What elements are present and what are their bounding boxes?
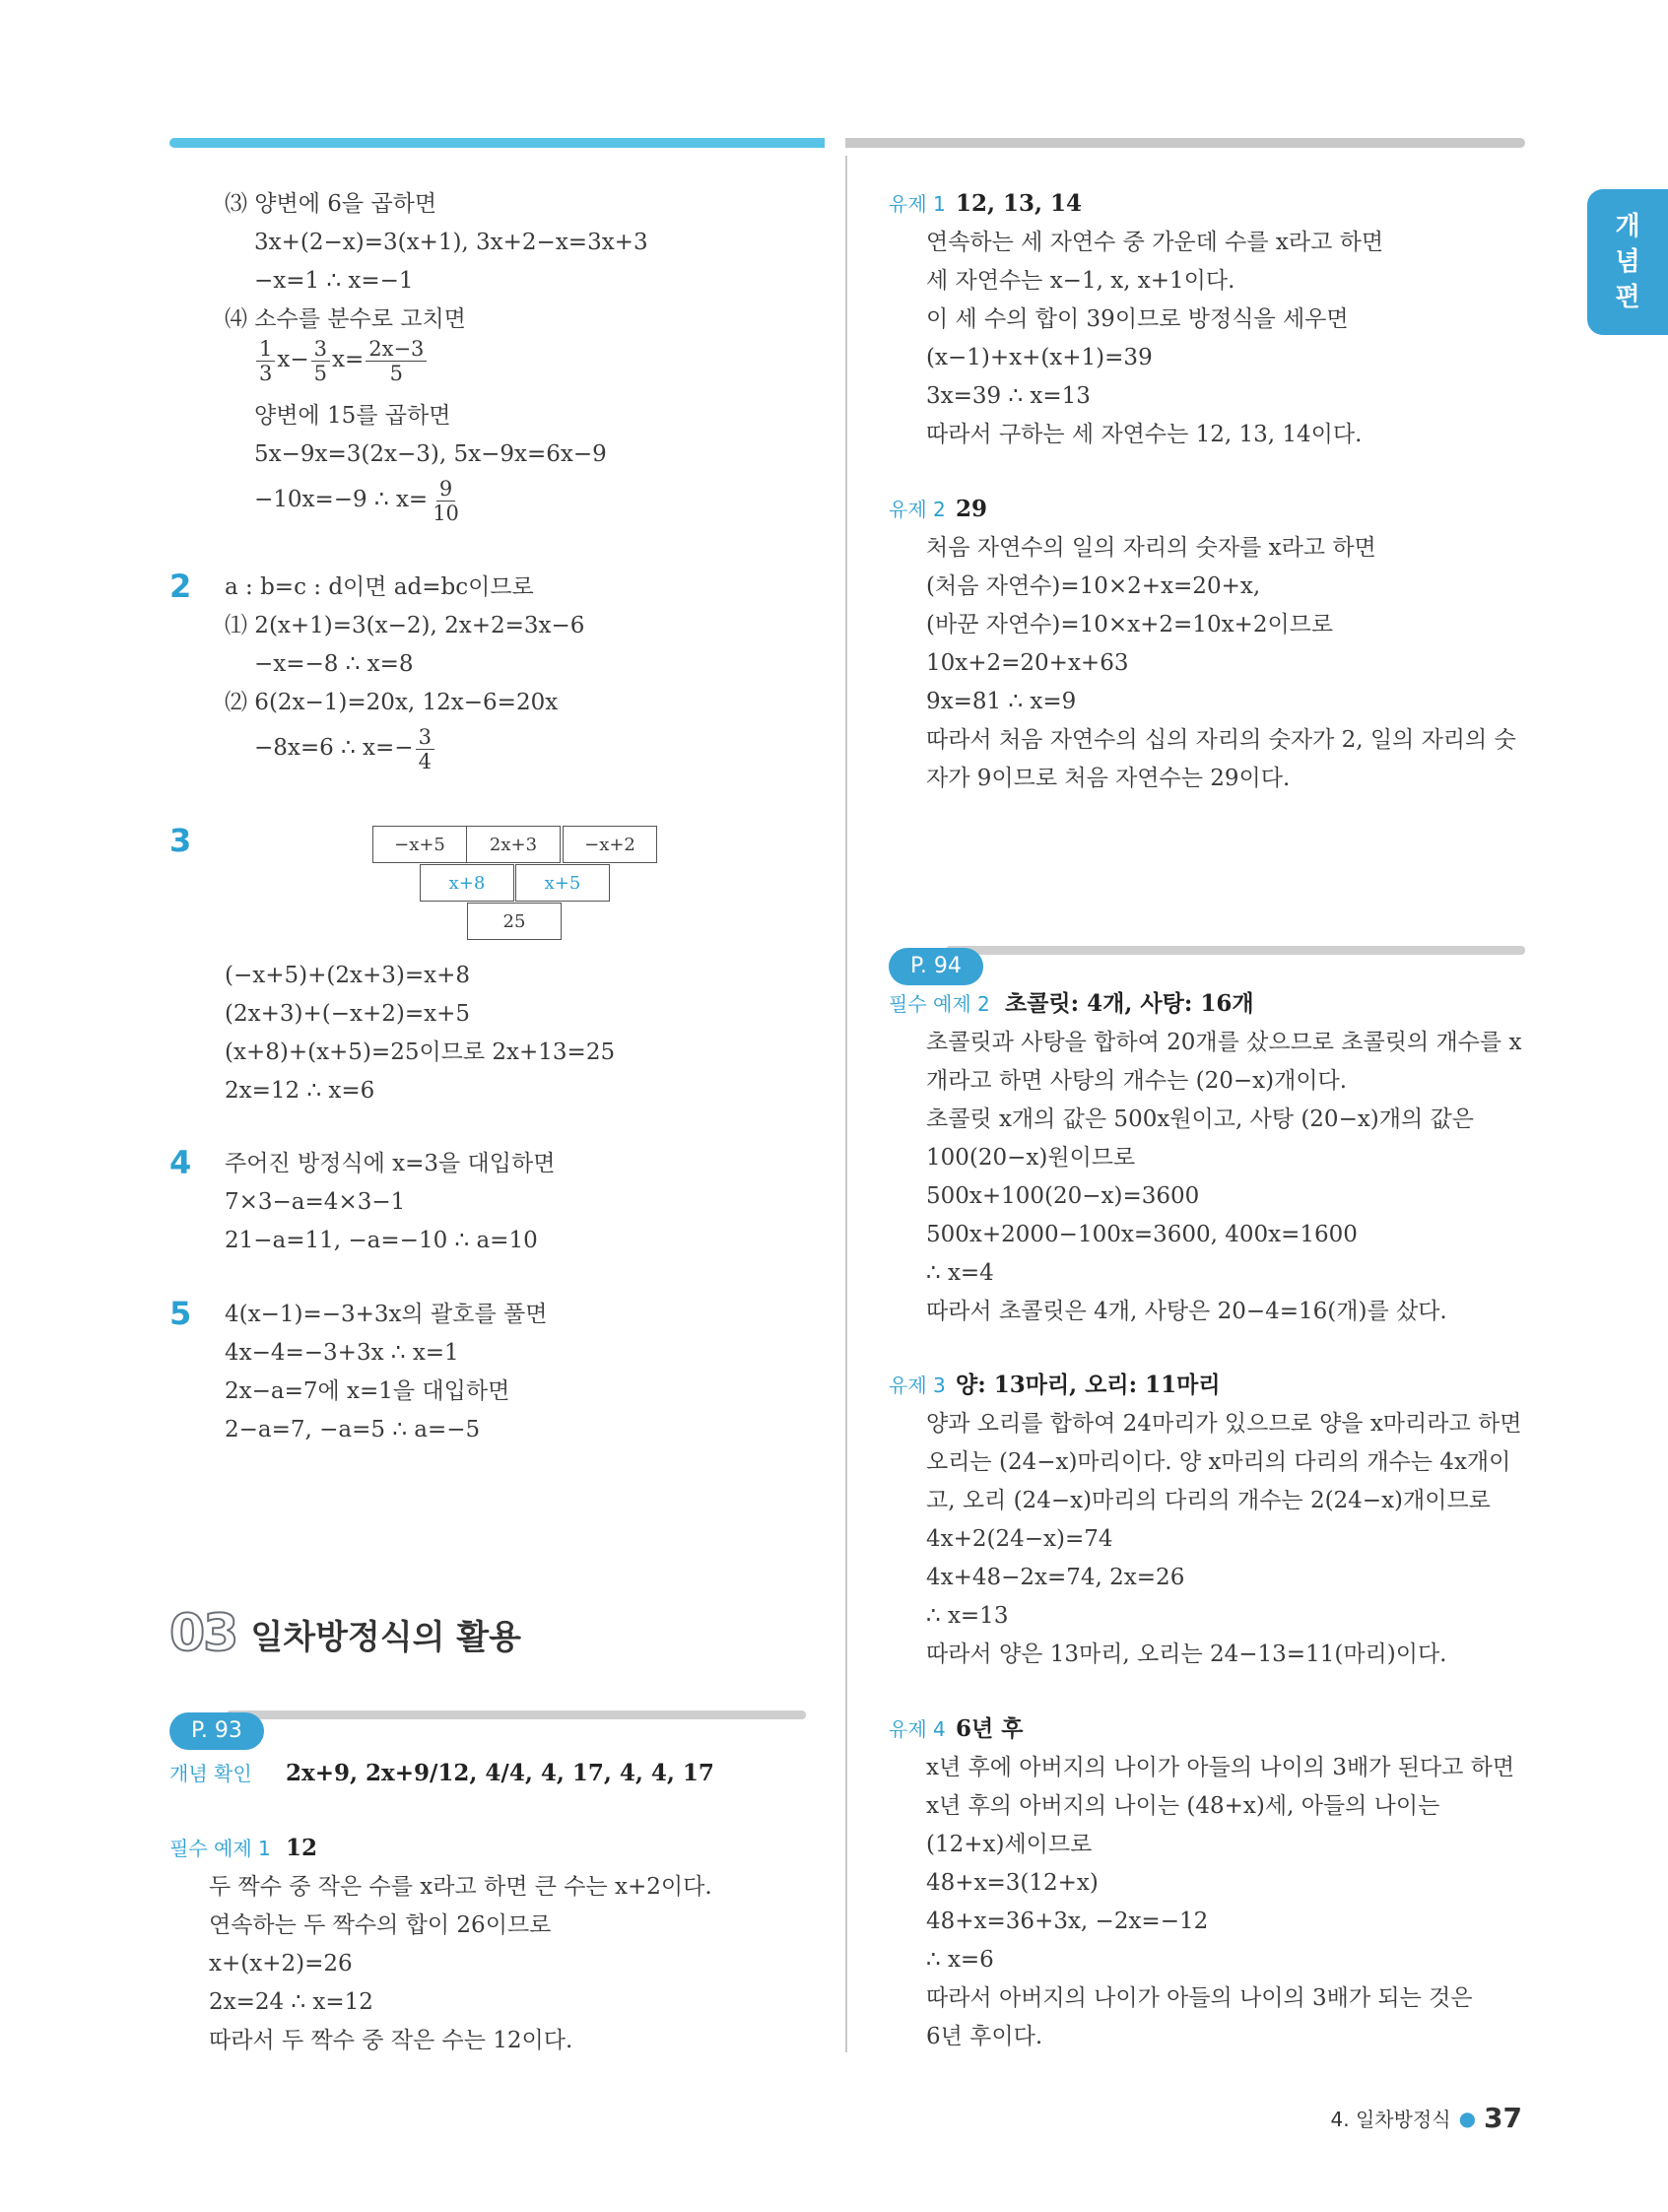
solution-line: 고, 오리 (24−x)마리의 다리의 개수는 2(24−x)개이므로 [926, 1488, 1491, 1513]
solution-line: ⑵ 6(2x−1)=20x, 12x−6=20x [225, 690, 559, 715]
solution-line: ∴ x=4 [926, 1260, 994, 1286]
solution-line: ∴ x=13 [926, 1603, 1009, 1629]
concept-check-label: 개념 확인 [169, 1762, 252, 1785]
numerator: 3 [311, 337, 330, 362]
fraction-equation [254, 475, 464, 525]
side-tab-char: 편 [1615, 283, 1640, 312]
numerator: 2x−3 [366, 337, 427, 362]
solution-line: 4(x−1)=−3+3x의 괄호를 풀면 [225, 1302, 548, 1327]
chapter-title: 4. 일차방정식 [1330, 2108, 1451, 2131]
solution-line: 4x+48−2x=74, 2x=26 [926, 1565, 1185, 1590]
solution-line: 10x+2=20+x+63 [926, 650, 1129, 676]
solution-line: −x=1 ∴ x=−1 [254, 268, 414, 294]
page-footer [1331, 2102, 1522, 2134]
solution-line: 연속하는 세 자연수 중 가운데 수를 x라고 하면 [926, 230, 1384, 255]
solution-line: 7×3−a=4×3−1 [225, 1189, 406, 1215]
solution-line: (처음 자연수)=10×2+x=20+x, [926, 573, 1261, 599]
denominator: 4 [418, 749, 432, 773]
column-divider [845, 156, 847, 2052]
page-ref-line [227, 1710, 806, 1719]
solution-line: 2−a=7, −a=5 ∴ a=−5 [225, 1417, 481, 1442]
solution-line: 연속하는 두 짝수의 합이 26이므로 [209, 1912, 552, 1938]
denominator: 5 [389, 361, 404, 385]
example-label: 필수 예제 2 [889, 992, 990, 1016]
solution-line: 4x−4=−3+3x ∴ x=1 [225, 1340, 459, 1366]
fraction-equation [254, 723, 436, 773]
solution-line: (−x+5)+(2x+3)=x+8 [225, 963, 470, 988]
solution-line: 500x+2000−100x=3600, 400x=1600 [926, 1222, 1358, 1247]
pyramid-cell: x+5 [515, 864, 610, 902]
denominator: 3 [259, 361, 273, 385]
pyramid-cell: 25 [467, 903, 562, 940]
solution-line: 따라서 초콜릿은 4개, 사탕은 20−4=16(개)를 샀다. [926, 1299, 1447, 1324]
solution-line: x년 후의 아버지의 나이는 (48+x)세, 아들의 나이는 [926, 1793, 1440, 1819]
solution-line: 따라서 양은 13마리, 오리는 24−13=11(마리)이다. [926, 1642, 1447, 1667]
header-bar-left [169, 138, 825, 148]
solution-line: 3x=39 ∴ x=13 [926, 383, 1091, 409]
solution-line: x년 후에 아버지의 나이가 아들의 나이의 3배가 된다고 하면 [926, 1755, 1515, 1780]
solution-line: 5x−9x=3(2x−3), 5x−9x=6x−9 [254, 441, 607, 467]
header-bar-right [845, 138, 1525, 148]
pyramid-cell: x+8 [420, 864, 514, 902]
page-ref-badge: P. 93 [169, 1712, 264, 1750]
solution-line: ⑷ 소수를 분수로 고치면 [225, 306, 466, 332]
solution-line: 48+x=3(12+x) [926, 1870, 1099, 1896]
solution-line: 4x+2(24−x)=74 [926, 1526, 1113, 1552]
concept-check-answer: 2x+9, 2x+9/12, 4/4, 4, 17, 4, 4, 17 [286, 1760, 714, 1786]
solution-line: 6년 후이다. [926, 2024, 1043, 2049]
denominator: 5 [313, 361, 327, 385]
equation-text: −10x=−9 ∴ x= [254, 487, 429, 512]
fraction [311, 337, 330, 385]
solution-line: (x−1)+x+(x+1)=39 [926, 345, 1153, 370]
fraction [430, 477, 462, 525]
example-label: 필수 예제 1 [169, 1837, 271, 1860]
solution-line: −x=−8 ∴ x=8 [254, 651, 414, 677]
solution-line: 2x=12 ∴ x=6 [225, 1078, 375, 1104]
solution-line: 따라서 구하는 세 자연수는 12, 13, 14이다. [926, 422, 1363, 447]
solution-line: 자가 9이므로 처음 자연수는 29이다. [926, 766, 1291, 791]
exercise-answer: 양: 13마리, 오리: 11마리 [956, 1372, 1221, 1398]
solution-line: 초콜릿 x개의 값은 500x원이고, 사탕 (20−x)개의 값은 [926, 1106, 1474, 1132]
solution-line: 양과 오리를 합하여 24마리가 있으므로 양을 x마리라고 하면 [926, 1411, 1522, 1437]
pyramid-cell: −x+2 [563, 826, 657, 863]
solution-line: x+(x+2)=26 [209, 1951, 353, 1977]
solution-line: (2x+3)+(−x+2)=x+5 [225, 1001, 470, 1027]
solution-line: 따라서 아버지의 나이가 아들의 나이의 3배가 되는 것은 [926, 1985, 1473, 2011]
exercise-label: 유제 3 [889, 1374, 946, 1397]
solution-line: 두 짝수 중 작은 수를 x라고 하면 큰 수는 x+2이다. [209, 1874, 712, 1900]
pyramid-cell: −x+5 [372, 826, 467, 863]
problem-number: 4 [169, 1144, 192, 1181]
numerator: 3 [416, 725, 434, 750]
solution-line: 2x=24 ∴ x=12 [209, 1989, 373, 2015]
side-tab-char: 개 [1615, 212, 1640, 241]
solution-line: ⑶ 양변에 6을 곱하면 [225, 191, 437, 217]
solution-line: (12+x)세이므로 [926, 1832, 1093, 1857]
exercise-label: 유제 1 [889, 192, 946, 216]
equation-text: −8x=6 ∴ x=− [254, 735, 414, 761]
solution-line: 세 자연수는 x−1, x, x+1이다. [926, 268, 1235, 294]
solution-line: 100(20−x)원이므로 [926, 1145, 1136, 1171]
equation-text: x= [332, 347, 365, 372]
solution-line: 2x−a=7에 x=1을 대입하면 [225, 1378, 510, 1404]
exercise-label: 유제 2 [889, 498, 946, 521]
solution-line: ∴ x=6 [926, 1947, 994, 1973]
solution-line: 개라고 하면 사탕의 개수는 (20−x)개이다. [926, 1068, 1348, 1094]
solution-line: 이 세 수의 합이 39이므로 방정식을 세우면 [926, 306, 1349, 332]
solution-line: 9x=81 ∴ x=9 [926, 689, 1077, 714]
page-ref-badge: P. 94 [889, 948, 983, 985]
exercise-answer: 12, 13, 14 [956, 190, 1083, 217]
solution-line: 500x+100(20−x)=3600 [926, 1183, 1200, 1209]
fraction-equation [254, 335, 429, 385]
problem-number: 5 [169, 1295, 192, 1332]
numerator: 1 [256, 337, 275, 362]
problem-number: 3 [169, 822, 192, 859]
problem-number: 2 [169, 568, 192, 605]
example-answer: 초콜릿: 4개, 사탕: 16개 [1005, 990, 1254, 1017]
exercise-answer: 29 [956, 496, 988, 522]
pyramid-cell: 2x+3 [466, 826, 561, 863]
numerator: 9 [436, 477, 455, 502]
solution-line: a : b=c : d이면 ad=bc이므로 [225, 574, 534, 600]
fraction [256, 337, 275, 385]
fraction [366, 337, 427, 385]
bullet-icon: ● [1458, 2106, 1477, 2130]
denominator: 10 [433, 501, 459, 525]
page-ref-line [946, 946, 1525, 955]
example-answer: 12 [286, 1835, 318, 1861]
solution-line: 주어진 방정식에 x=3을 대입하면 [225, 1151, 556, 1176]
solution-line: 처음 자연수의 일의 자리의 숫자를 x라고 하면 [926, 535, 1376, 561]
section-heading [169, 1604, 521, 1663]
solution-line: 양변에 15를 곱하면 [254, 403, 451, 429]
solution-line: 초콜릿과 사탕을 합하여 20개를 샀으므로 초콜릿의 개수를 x [926, 1030, 1522, 1055]
equation-text: x− [277, 347, 309, 372]
exercise-label: 유제 4 [889, 1717, 946, 1741]
solution-line: (바꾼 자연수)=10×x+2=10x+2이므로 [926, 612, 1334, 637]
page-number: 37 [1484, 2102, 1522, 2134]
side-tab [1587, 189, 1668, 335]
solution-line: 21−a=11, −a=−10 ∴ a=10 [225, 1228, 538, 1253]
side-tab-char: 념 [1615, 247, 1640, 277]
solution-line: 따라서 두 짝수 중 작은 수는 12이다. [209, 2028, 573, 2053]
solution-line: 따라서 처음 자연수의 십의 자리의 숫자가 2, 일의 자리의 숫 [926, 727, 1516, 753]
solution-line: 48+x=36+3x, −2x=−12 [926, 1909, 1209, 1934]
section-number: 03 [169, 1604, 237, 1663]
section-title: 일차방정식의 활용 [250, 1617, 521, 1657]
solution-line: ⑴ 2(x+1)=3(x−2), 2x+2=3x−6 [225, 613, 585, 638]
solution-line: 3x+(2−x)=3(x+1), 3x+2−x=3x+3 [254, 230, 648, 255]
fraction [416, 725, 434, 773]
exercise-answer: 6년 후 [956, 1715, 1024, 1742]
solution-line: 오리는 (24−x)마리이다. 양 x마리의 다리의 개수는 4x개이 [926, 1449, 1511, 1475]
solution-line: (x+8)+(x+5)=25이므로 2x+13=25 [225, 1039, 616, 1065]
